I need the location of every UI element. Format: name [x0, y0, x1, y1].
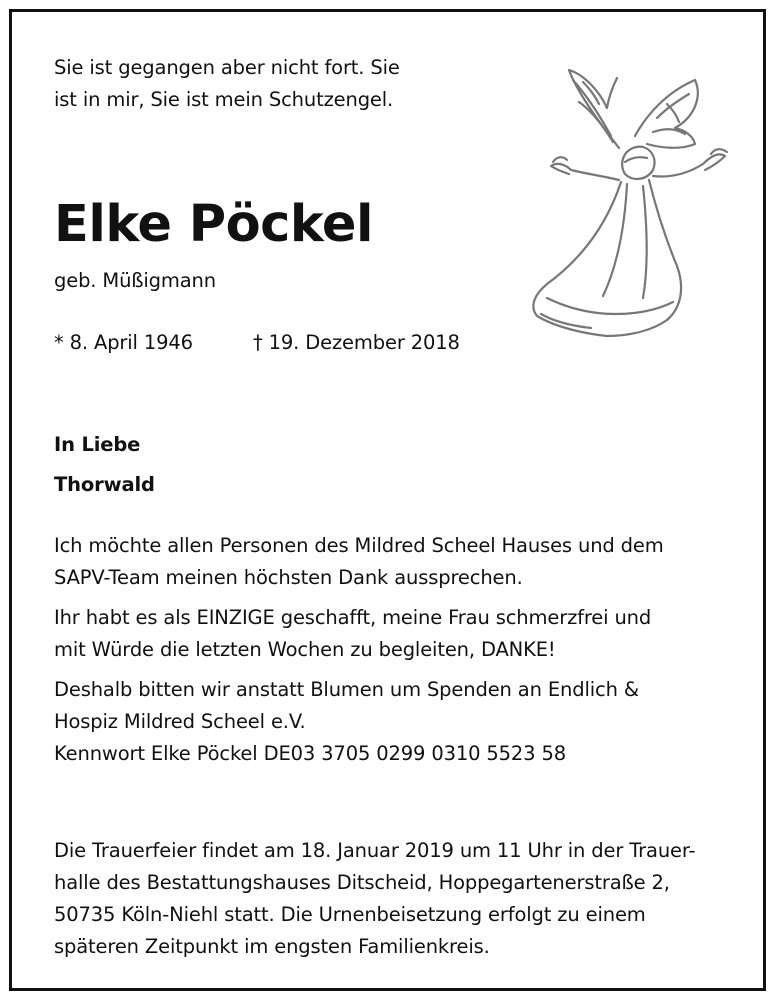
motto-line: Sie ist gegangen aber nicht fort. Sie [54, 56, 400, 79]
text-line: Die Trauerfeier findet am 18. Januar 2019 um 11 Uhr in der Trauer- [54, 839, 696, 862]
text-line: SAPV-Team meinen höchsten Dank aussprechen. [54, 566, 523, 589]
obituary-frame [9, 9, 766, 991]
death-date: † 19. Dezember 2018 [253, 331, 460, 354]
closing-signature [54, 425, 155, 505]
text-line: Deshalb bitten wir anstatt Blumen um Spenden an Endlich & [54, 678, 639, 701]
funeral-service-paragraph [54, 835, 695, 963]
text-line: Ich möchte allen Personen des Mildred Scheel Hauses und dem [54, 534, 664, 557]
text-line: halle des Bestattungshauses Ditscheid, Hoppegartenerstraße 2, [54, 871, 670, 894]
life-dates [54, 327, 460, 359]
gratitude-paragraph [54, 602, 651, 666]
motto-line: ist in mir, Sie ist mein Schutzengel. [54, 88, 394, 111]
text-line: 50735 Köln-Niehl statt. Die Urnenbeisetzung erfolgt zu einem [54, 903, 646, 926]
text-line: mit Würde die letzten Wochen zu begleiten, DANKE! [54, 638, 556, 661]
birth-name: geb. Müßigmann [54, 269, 216, 292]
signer-name: Thorwald [54, 473, 155, 496]
donation-paragraph [54, 674, 639, 770]
text-line: späteren Zeitpunkt im engsten Familienkreis. [54, 935, 490, 958]
text-line: Ihr habt es als EINZIGE geschafft, meine Frau schmerzfrei und [54, 606, 652, 629]
text-line: Hospiz Mildred Scheel e.V. [54, 710, 306, 733]
motto [54, 52, 400, 116]
thanks-paragraph [54, 530, 664, 594]
angel-sketch-icon [507, 52, 732, 342]
donation-reference: Kennwort Elke Pöckel DE03 3705 0299 0310 5523 58 [54, 742, 566, 765]
deceased-name: Elke Pöckel [54, 195, 373, 254]
closing-line: In Liebe [54, 433, 141, 456]
birth-date: * 8. April 1946 [54, 331, 193, 354]
